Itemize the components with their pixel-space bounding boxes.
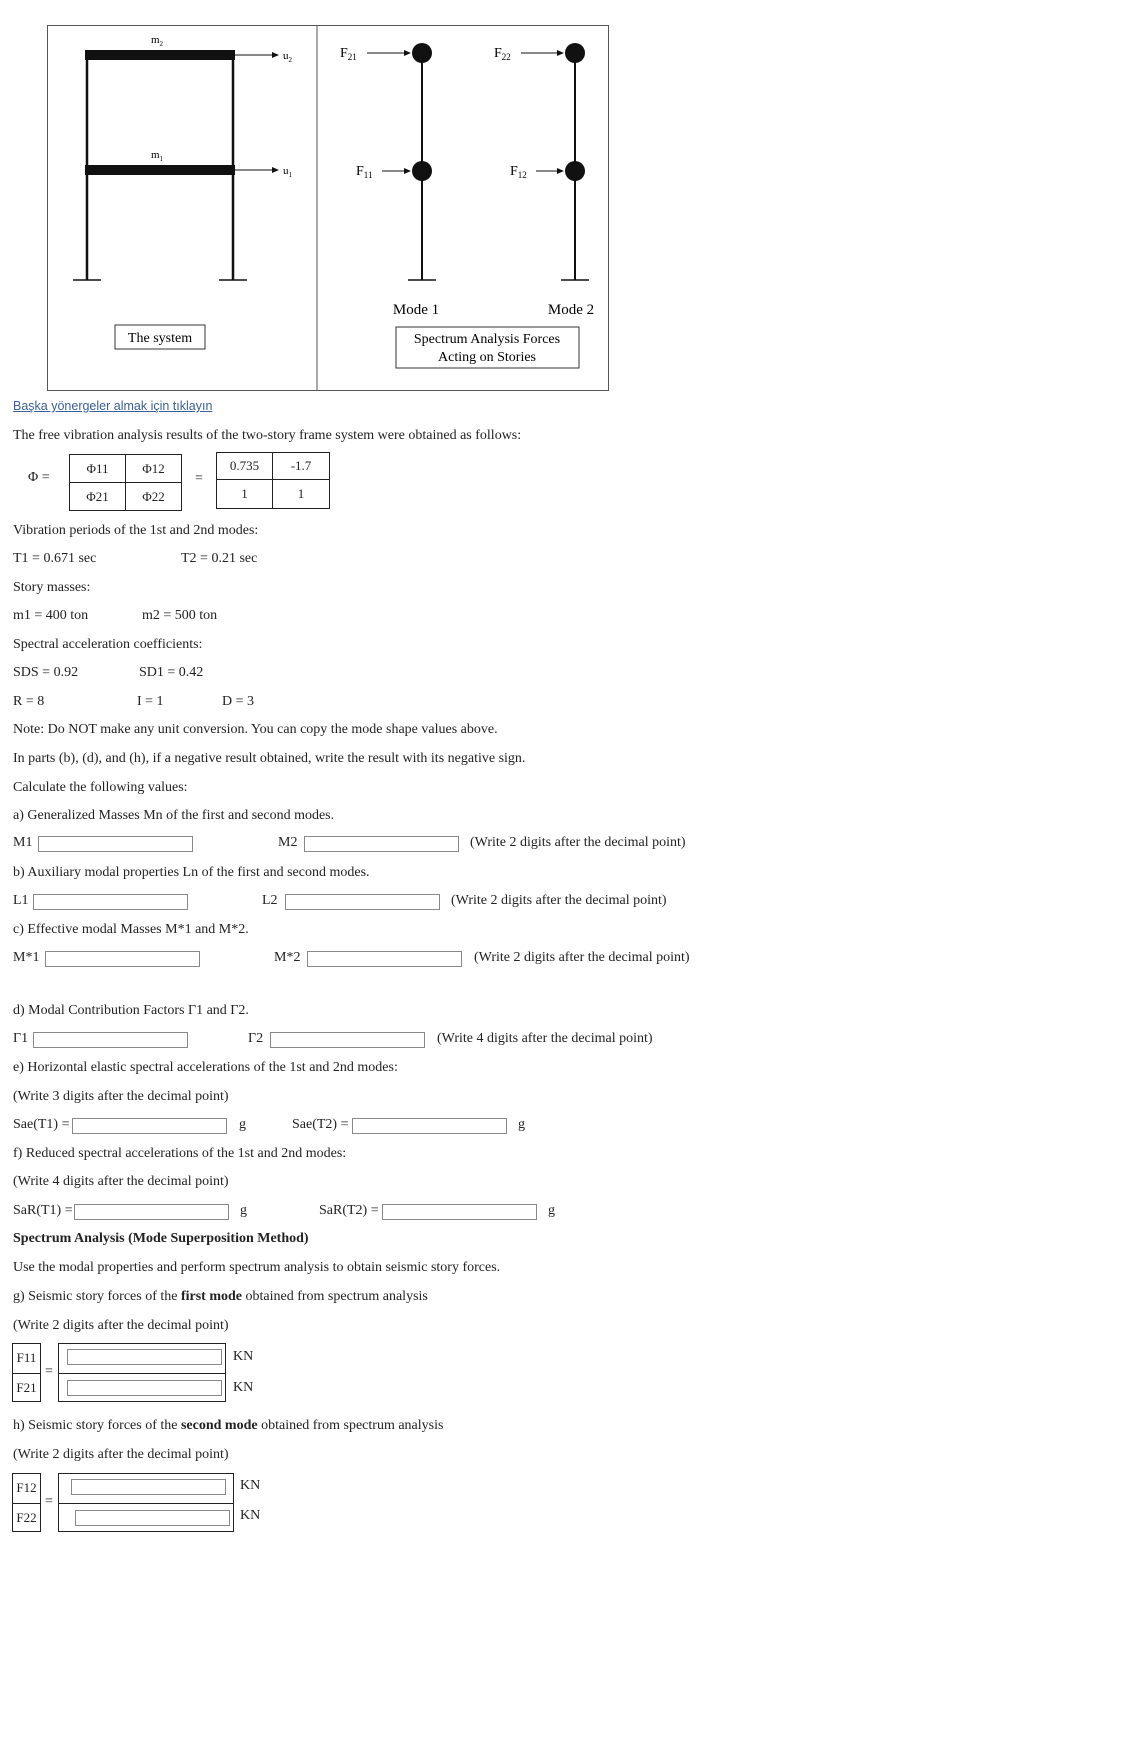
phi21-value: 1 bbox=[216, 479, 273, 509]
M2-label: M2 bbox=[278, 835, 298, 850]
phi12-cell: Φ12 bbox=[125, 454, 182, 483]
part-f-hint: (Write 4 digits after the decimal point) bbox=[13, 1174, 229, 1189]
mode1-mass-top bbox=[412, 43, 432, 63]
mode2-mass-top bbox=[565, 43, 585, 63]
Mstar1-input[interactable] bbox=[45, 951, 200, 967]
Mstar2-label: M*2 bbox=[274, 950, 301, 965]
F21-row-label: F21 bbox=[16, 1380, 37, 1395]
system-caption: The system bbox=[127, 331, 193, 346]
modes-caption-line2: Acting on Stories bbox=[438, 350, 536, 365]
m1-value: m1 = 400 ton bbox=[13, 608, 89, 623]
part-f-title: f) Reduced spectral accelerations of the 1st and 2nd modes: bbox=[13, 1146, 347, 1161]
T1-value: T1 = 0.671 sec bbox=[13, 551, 97, 566]
SaR2-input[interactable] bbox=[382, 1204, 537, 1220]
spectrum-title: Spectrum Analysis (Mode Superposition Method) bbox=[13, 1231, 309, 1246]
part-g-hint: (Write 2 digits after the decimal point) bbox=[13, 1318, 229, 1333]
L1-label: L1 bbox=[13, 893, 29, 908]
structural-figure bbox=[47, 25, 609, 391]
h-label-matrix bbox=[12, 1473, 41, 1532]
SD1-value: SD1 = 0.42 bbox=[139, 665, 204, 680]
Mstar2-input[interactable] bbox=[307, 951, 462, 967]
Sae1-unit: g bbox=[239, 1117, 246, 1132]
beam-bottom bbox=[85, 165, 235, 175]
intro-text: The free vibration analysis results of the two-story frame system were obtained as follows: bbox=[13, 428, 522, 443]
mode1-label: Mode 1 bbox=[392, 302, 440, 318]
mass-top-label: $m_2$ bbox=[150, 34, 164, 48]
part-h-title: h) Seismic story forces of the second mode obtained from spectrum analysis bbox=[13, 1418, 444, 1433]
F22-unit: KN bbox=[240, 1508, 261, 1523]
g-label-matrix bbox=[12, 1343, 41, 1402]
R-value: R = 8 bbox=[13, 694, 45, 709]
SaR2-label: SaR(T2) = bbox=[319, 1203, 379, 1218]
F12-input[interactable] bbox=[71, 1479, 226, 1495]
T2-value: T2 = 0.21 sec bbox=[181, 551, 258, 566]
F22-input[interactable] bbox=[75, 1510, 230, 1526]
g-input-matrix bbox=[58, 1343, 226, 1402]
calc-label: Calculate the following values: bbox=[13, 780, 188, 795]
SaR1-label: SaR(T1) = bbox=[13, 1203, 73, 1218]
Mstar1-label: M*1 bbox=[13, 950, 40, 965]
beam-top bbox=[85, 50, 235, 60]
gamma1-label: Γ1 bbox=[13, 1031, 29, 1046]
phi22-value: 1 bbox=[272, 479, 330, 509]
part-d-hint: (Write 4 digits after the decimal point) bbox=[437, 1031, 653, 1046]
phi-equals: = bbox=[195, 471, 203, 486]
phi12-value: -1.7 bbox=[272, 452, 330, 480]
part-a-title: a) Generalized Masses Mn of the first and second modes. bbox=[13, 808, 335, 823]
mode2-mass-bottom bbox=[565, 161, 585, 181]
F21-input[interactable] bbox=[67, 1380, 222, 1396]
part-e-hint: (Write 3 digits after the decimal point) bbox=[13, 1089, 229, 1104]
mode1-mass-bottom bbox=[412, 161, 432, 181]
phi11-value: 0.735 bbox=[216, 452, 273, 480]
Sae2-unit: g bbox=[518, 1117, 525, 1132]
SaR1-input[interactable] bbox=[74, 1204, 229, 1220]
gamma2-label: Γ2 bbox=[248, 1031, 264, 1046]
SDS-value: SDS = 0.92 bbox=[13, 665, 79, 680]
F22-label: $F_{22}$ bbox=[494, 46, 511, 62]
Sae2-label: Sae(T2) = bbox=[292, 1117, 349, 1132]
part-d-title: d) Modal Contribution Factors Γ1 and Γ2. bbox=[13, 1003, 249, 1018]
Sae1-label: Sae(T1) = bbox=[13, 1117, 70, 1132]
F12-unit: KN bbox=[240, 1478, 261, 1493]
modes-caption-line1: Spectrum Analysis Forces bbox=[413, 332, 561, 347]
note-unit: Note: Do NOT make any unit conversion. You can copy the mode shape values above. bbox=[13, 722, 498, 737]
SaR2-unit: g bbox=[548, 1203, 555, 1218]
L2-input[interactable] bbox=[285, 894, 440, 910]
u2-label: $u_2$ bbox=[283, 50, 292, 64]
M1-label: M1 bbox=[13, 835, 33, 850]
part-c-hint: (Write 2 digits after the decimal point) bbox=[474, 950, 690, 965]
part-b-hint: (Write 2 digits after the decimal point) bbox=[451, 893, 667, 908]
u1-label: $u_1$ bbox=[283, 165, 292, 179]
L1-input[interactable] bbox=[33, 894, 188, 910]
M2-input[interactable] bbox=[304, 836, 459, 852]
phi21-cell: Φ21 bbox=[69, 482, 126, 511]
F11-unit: KN bbox=[233, 1349, 254, 1364]
mode2-label: Mode 2 bbox=[547, 302, 595, 318]
mass-bottom-label: $m_1$ bbox=[150, 149, 164, 163]
phi11-cell: Φ11 bbox=[69, 454, 126, 483]
more-instructions-link[interactable]: Başka yönergeler almak için tıklayın bbox=[13, 399, 213, 413]
Sae1-input[interactable] bbox=[72, 1118, 227, 1134]
g-equals: = bbox=[45, 1364, 53, 1379]
F22-row-label: F22 bbox=[16, 1510, 37, 1525]
m2-value: m2 = 500 ton bbox=[142, 608, 218, 623]
phi-label: Φ = bbox=[28, 470, 50, 485]
F11-input[interactable] bbox=[67, 1349, 222, 1365]
F21-label: $F_{21}$ bbox=[340, 46, 357, 62]
phi22-cell: Φ22 bbox=[125, 482, 182, 511]
spectral-label: Spectral acceleration coefficients: bbox=[13, 637, 203, 652]
note-negative: In parts (b), (d), and (h), if a negative result obtained, write the result with its negative sign. bbox=[13, 751, 526, 766]
D-value: D = 3 bbox=[222, 694, 255, 709]
part-c-title: c) Effective modal Masses M*1 and M*2. bbox=[13, 922, 249, 937]
part-b-title: b) Auxiliary modal properties Ln of the first and second modes. bbox=[13, 865, 370, 880]
gamma2-input[interactable] bbox=[270, 1032, 425, 1048]
Sae2-input[interactable] bbox=[352, 1118, 507, 1134]
part-e-title: e) Horizontal elastic spectral accelerations of the 1st and 2nd modes: bbox=[13, 1060, 398, 1075]
I-value: I = 1 bbox=[137, 694, 164, 709]
periods-label: Vibration periods of the 1st and 2nd modes: bbox=[13, 523, 259, 538]
F21-unit: KN bbox=[233, 1380, 254, 1395]
h-equals: = bbox=[45, 1494, 53, 1509]
F11-row-label: F11 bbox=[13, 1344, 40, 1374]
part-h-hint: (Write 2 digits after the decimal point) bbox=[13, 1447, 229, 1462]
part-a-hint: (Write 2 digits after the decimal point) bbox=[470, 835, 686, 850]
part-g-title: g) Seismic story forces of the first mode obtained from spectrum analysis bbox=[13, 1289, 428, 1304]
spectrum-desc: Use the modal properties and perform spectrum analysis to obtain seismic story forces. bbox=[13, 1260, 501, 1275]
F11-label: $F_{11}$ bbox=[356, 164, 373, 180]
M1-input[interactable] bbox=[38, 836, 193, 852]
L2-label: L2 bbox=[262, 893, 278, 908]
h-input-matrix bbox=[58, 1473, 234, 1532]
F12-row-label: F12 bbox=[13, 1474, 40, 1504]
masses-label: Story masses: bbox=[13, 580, 91, 595]
SaR1-unit: g bbox=[240, 1203, 247, 1218]
F12-label: $F_{12}$ bbox=[510, 164, 527, 180]
gamma1-input[interactable] bbox=[33, 1032, 188, 1048]
